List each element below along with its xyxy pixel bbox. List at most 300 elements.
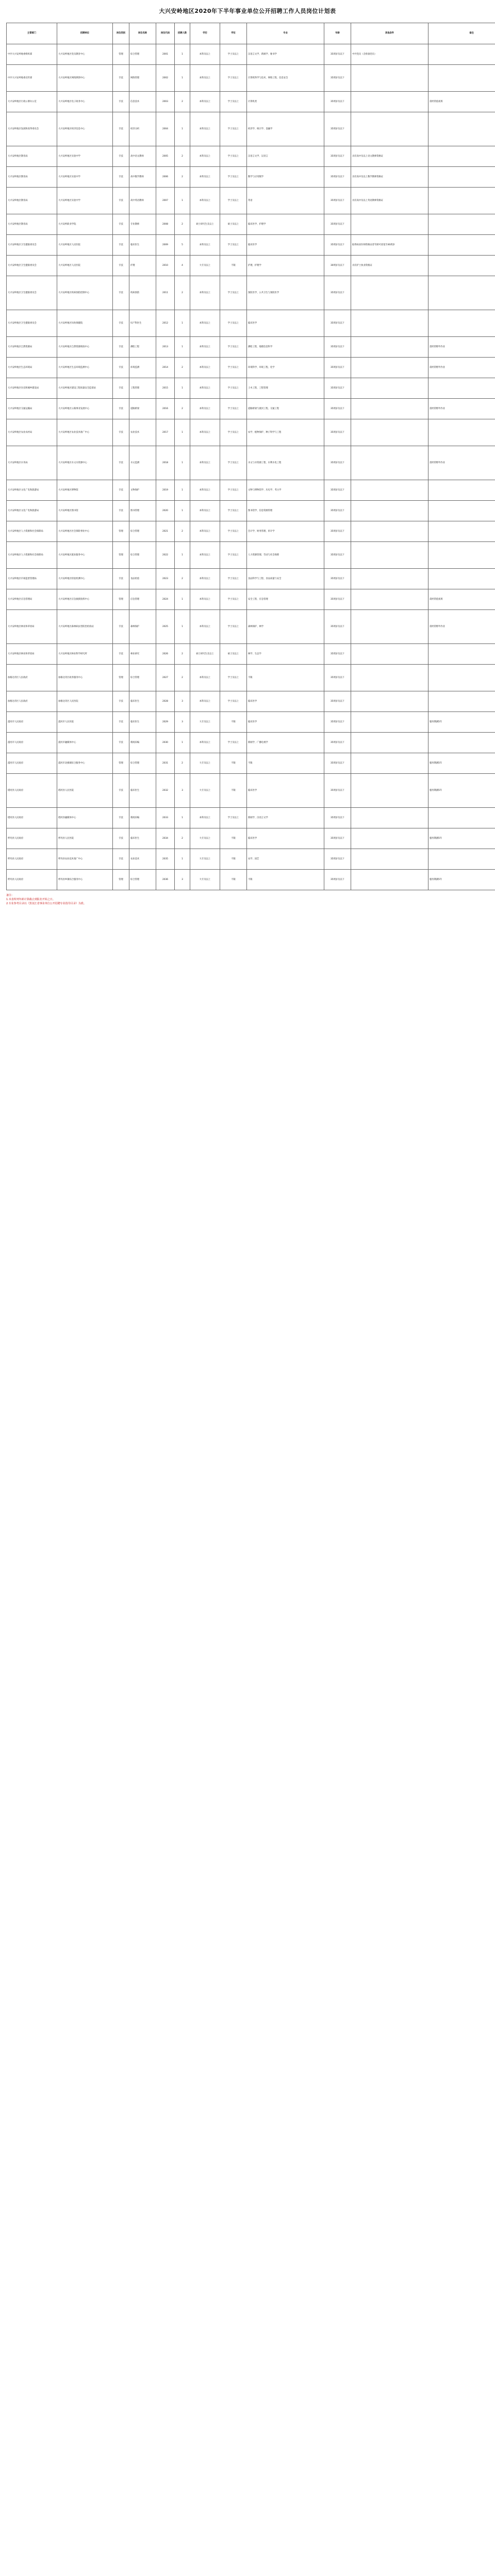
table-cell: 2 <box>175 753 190 774</box>
table-row <box>7 235 495 256</box>
table-cell: 35周岁及以下 <box>324 501 351 521</box>
table-cell: 2029 <box>156 712 175 733</box>
table-cell: 本科及以上 <box>190 358 220 378</box>
table-cell: 临床医生 <box>129 235 156 256</box>
table-cell: 专技 <box>113 691 129 712</box>
table-cell: 专技 <box>113 644 129 665</box>
table-cell: 大兴安岭地区生态环境监测中心 <box>57 358 113 378</box>
table-cell: 35周岁及以下 <box>324 712 351 733</box>
table-cell <box>428 480 495 501</box>
table-cell: 计算机类 <box>247 92 324 112</box>
table-cell: 硕士研究生及以上 <box>190 214 220 235</box>
table-cell: 1 <box>175 446 190 480</box>
table-cell: 本科及以上 <box>190 521 220 542</box>
table-cell: 大兴安岭地区文化广电和旅游局 <box>7 501 57 521</box>
table-cell: 工程管理 <box>129 378 156 399</box>
table-cell: 计算机科学与技术、网络工程、信息安全 <box>247 65 324 92</box>
table-cell: 不限 <box>247 665 324 691</box>
table-cell: 2 <box>175 665 190 691</box>
table-cell: 大专及以上 <box>190 753 220 774</box>
column-header: 专业 <box>247 23 324 44</box>
table-cell: 2025 <box>156 610 175 644</box>
table-cell: 新闻采编 <box>129 808 156 828</box>
table-cell: 中共党员（含预备党员） <box>351 44 428 65</box>
table-cell: 会计学、财务管理、审计学 <box>247 521 324 542</box>
table-cell: 本科及以上 <box>190 542 220 569</box>
table-cell: 高中语文教师 <box>129 146 156 167</box>
table-cell: 临床医学 <box>247 712 324 733</box>
table-cell: 服务期满5年 <box>428 870 495 890</box>
table-cell: 经济学、统计学、金融学 <box>247 112 324 146</box>
table-cell: 大兴安岭地区水务局 <box>7 446 57 480</box>
table-row <box>7 691 495 712</box>
table-cell: 35周岁及以下 <box>324 358 351 378</box>
table-cell: 土木工程、工程管理 <box>247 378 324 399</box>
table-cell: 漠河市人民政府 <box>7 733 57 753</box>
recruitment-table <box>6 23 495 890</box>
table-cell: 35周岁及以下 <box>324 146 351 167</box>
table-cell: 2 <box>175 214 190 235</box>
column-header: 备注 <box>428 23 495 44</box>
table-cell: 临床医生 <box>129 774 156 808</box>
table-header-row <box>7 23 495 44</box>
table-cell <box>428 378 495 399</box>
table-cell: 管理 <box>113 44 129 65</box>
table-cell: 大兴安岭地区教育局 <box>7 188 57 214</box>
table-cell: 学士及以上 <box>220 665 247 691</box>
table-cell: 妇产科医生 <box>129 310 156 337</box>
table-cell: 大兴安岭地区经济信息中心 <box>57 112 113 146</box>
table-cell: 专技 <box>113 167 129 188</box>
table-cell: 2005 <box>156 146 175 167</box>
table-cell: 2007 <box>156 188 175 214</box>
table-body <box>7 44 495 890</box>
table-cell: 2020 <box>156 501 175 521</box>
table-row <box>7 870 495 890</box>
table-cell <box>428 569 495 589</box>
table-cell: 需经常野外作业 <box>428 610 495 644</box>
table-cell: 35周岁及以下 <box>324 753 351 774</box>
table-cell: 本科及以上 <box>190 665 220 691</box>
table-cell: 护理、护理学 <box>247 256 324 276</box>
table-row <box>7 569 495 589</box>
table-cell <box>351 712 428 733</box>
table-cell: 本科及以上 <box>190 92 220 112</box>
table-cell: 具有高中及以上数学教师资格证 <box>351 167 428 188</box>
table-cell: 2 <box>175 644 190 665</box>
table-cell: 漠河市人民政府 <box>7 753 57 774</box>
table-cell: 1 <box>175 188 190 214</box>
table-cell: 学士及以上 <box>220 235 247 256</box>
table-cell: 食品检验 <box>129 569 156 589</box>
table-cell: 大兴安岭地区林业和草原局 <box>7 644 57 665</box>
table-cell: 临床医学 <box>247 828 324 849</box>
table-cell: 大兴安岭地区交通运输局 <box>7 399 57 419</box>
table-cell <box>428 808 495 828</box>
table-cell: 加格达奇区人民政府 <box>7 665 57 691</box>
footnote-line: 1.本表所列年龄计算截止到报名开始之日。 <box>6 898 55 901</box>
table-cell: 35周岁及以下 <box>324 112 351 146</box>
footnote <box>6 893 489 906</box>
table-row <box>7 828 495 849</box>
table-row <box>7 256 495 276</box>
table-cell: 文物与博物馆学、历史学、考古学 <box>247 480 324 501</box>
table-cell: 1 <box>175 65 190 92</box>
table-row <box>7 378 495 399</box>
table-cell <box>428 691 495 712</box>
table-cell: 2 <box>175 167 190 188</box>
table-cell: 学士及以上 <box>220 188 247 214</box>
table-cell: 农学、园艺 <box>247 849 324 870</box>
table-cell: 3 <box>175 870 190 890</box>
table-cell: 1 <box>175 419 190 446</box>
table-cell: 大兴安岭地区教育局 <box>7 146 57 167</box>
table-cell: 取得执业医师资格证者年龄可放宽至40周岁 <box>351 235 428 256</box>
table-cell: 服务期满5年 <box>428 753 495 774</box>
table-cell: 1 <box>175 542 190 569</box>
table-cell: 学士及以上 <box>220 808 247 828</box>
table-row <box>7 358 495 378</box>
table-cell <box>351 589 428 610</box>
table-cell: 农业技术 <box>129 419 156 446</box>
table-cell: 本科及以上 <box>190 235 220 256</box>
table-cell: 2009 <box>156 235 175 256</box>
table-cell <box>428 849 495 870</box>
table-cell <box>351 808 428 828</box>
table-cell: 2027 <box>156 665 175 691</box>
table-cell: 专技 <box>113 112 129 146</box>
table-cell: 35周岁及以下 <box>324 644 351 665</box>
table-cell: 2014 <box>156 358 175 378</box>
table-cell: 1 <box>175 337 190 358</box>
table-cell: 塔河县人民医院 <box>57 774 113 808</box>
table-row <box>7 214 495 235</box>
table-cell <box>428 419 495 446</box>
table-cell: 35周岁及以下 <box>324 399 351 419</box>
table-cell: 1 <box>175 610 190 644</box>
table-cell: 35周岁及以下 <box>324 44 351 65</box>
table-cell: 2008 <box>156 214 175 235</box>
table-cell: 大兴安岭地区市场监督管理局 <box>7 569 57 589</box>
table-cell: 大兴安岭地区卫生健康委员会 <box>7 235 57 256</box>
table-cell: 图书馆学、信息资源管理 <box>247 501 324 521</box>
table-cell: 35周岁及以下 <box>324 310 351 337</box>
table-cell: 本科及以上 <box>190 378 220 399</box>
table-cell: 大兴安岭地区自然资源调查中心 <box>57 337 113 358</box>
table-cell: 大兴安岭地区水文水资源中心 <box>57 446 113 480</box>
table-cell <box>351 753 428 774</box>
table-cell: 大兴安岭地区自然资源局 <box>7 337 57 358</box>
table-cell: 35周岁及以下 <box>324 589 351 610</box>
table-cell: 2036 <box>156 870 175 890</box>
table-cell: 学士及以上 <box>220 589 247 610</box>
table-cell: 大兴安岭地区林业科学研究所 <box>57 644 113 665</box>
table-cell: 大兴安岭地区卫生健康委员会 <box>7 276 57 310</box>
table-cell: 大兴安岭地区实验中学 <box>57 167 113 188</box>
table-cell: 大兴安岭地区人民医院 <box>57 256 113 276</box>
table-cell: 学士及以上 <box>220 310 247 337</box>
table-cell <box>428 310 495 337</box>
table-cell: 临床医生 <box>129 691 156 712</box>
table-row <box>7 610 495 644</box>
table-cell: 测绘工程、地理信息科学 <box>247 337 324 358</box>
table-cell <box>351 542 428 569</box>
table-cell: 2011 <box>156 276 175 310</box>
table-cell: 不限 <box>220 753 247 774</box>
table-cell: 35周岁及以下 <box>324 610 351 644</box>
table-cell: 呼玛县人民政府 <box>7 828 57 849</box>
table-cell: 需经常值夜班 <box>428 589 495 610</box>
table-cell: 水文与水资源工程、水利水电工程 <box>247 446 324 480</box>
table-cell: 2032 <box>156 774 175 808</box>
table-cell: 35周岁及以下 <box>324 167 351 188</box>
table-cell <box>351 849 428 870</box>
table-cell: 汉语言文学、新闻学、秘书学 <box>247 44 324 65</box>
table-cell: 具有护士执业资格证 <box>351 256 428 276</box>
table-cell: 2 <box>175 92 190 112</box>
table-cell: 综合管理 <box>129 542 156 569</box>
table-cell: 本科及以上 <box>190 337 220 358</box>
table-cell <box>351 65 428 92</box>
table-cell: 2035 <box>156 849 175 870</box>
table-row <box>7 712 495 733</box>
table-cell: 人力资源管理、劳动与社会保障 <box>247 542 324 569</box>
table-cell: 疾病预防 <box>129 276 156 310</box>
table-cell: 大兴安岭地区社会保险事业中心 <box>57 521 113 542</box>
table-cell <box>351 610 428 644</box>
table-cell: 专业教师 <box>129 214 156 235</box>
table-cell: 综合管理 <box>129 753 156 774</box>
table-cell: 学士及以上 <box>220 399 247 419</box>
table-cell: 学士及以上 <box>220 542 247 569</box>
column-header: 其他条件 <box>351 23 428 44</box>
table-cell: 大兴安岭职业学院 <box>57 214 113 235</box>
table-cell: 大兴安岭地区卫生健康委员会 <box>7 310 57 337</box>
table-cell: 管理 <box>113 542 129 569</box>
table-row <box>7 65 495 92</box>
footnote-line: 备注： <box>6 894 14 897</box>
table-row <box>7 44 495 65</box>
table-cell: 大兴安岭地区行政公署办公室 <box>7 92 57 112</box>
table-cell: 专技 <box>113 712 129 733</box>
table-cell: 综合管理 <box>129 521 156 542</box>
table-cell: 大兴安岭地区实验中学 <box>57 146 113 167</box>
table-cell: 硕士研究生及以上 <box>190 644 220 665</box>
table-cell: 大兴安岭地区农业技术推广中心 <box>57 419 113 446</box>
table-cell: 漠河市人民政府 <box>7 712 57 733</box>
table-cell: 不限 <box>220 870 247 890</box>
table-cell: 2012 <box>156 310 175 337</box>
table-cell: 2 <box>175 569 190 589</box>
table-cell <box>351 214 428 235</box>
table-cell: 大兴安岭地区检验检测中心 <box>57 569 113 589</box>
table-cell <box>428 167 495 188</box>
table-cell: 临床医生 <box>129 828 156 849</box>
table-cell: 专技 <box>113 501 129 521</box>
table-cell: 本科及以上 <box>190 419 220 446</box>
table-cell: 大兴安岭地区人力资源和社会保障局 <box>7 542 57 569</box>
table-cell: 临床医生 <box>129 712 156 733</box>
table-cell: 专技 <box>113 276 129 310</box>
table-cell: 专技 <box>113 337 129 358</box>
table-row <box>7 644 495 665</box>
table-row <box>7 753 495 774</box>
table-cell <box>351 691 428 712</box>
table-cell: 2003 <box>156 92 175 112</box>
table-cell: 大兴安岭地区生态环境局 <box>7 358 57 378</box>
table-cell <box>428 214 495 235</box>
table-cell: 中共大兴安岭地委组织部 <box>7 44 57 65</box>
table-cell: 大兴安岭地区发展和改革委员会 <box>7 112 57 146</box>
table-cell: 大兴安岭地区人民医院 <box>57 235 113 256</box>
table-cell: 大专及以上 <box>190 870 220 890</box>
table-cell: 临床医学、护理学 <box>247 214 324 235</box>
table-cell: 漠河市人民医院 <box>57 712 113 733</box>
table-cell: 大兴安岭地区教育局 <box>7 167 57 188</box>
table-cell: 35周岁及以下 <box>324 691 351 712</box>
table-cell: 大兴安岭地区电子政务中心 <box>57 92 113 112</box>
table-cell: 5 <box>175 235 190 256</box>
table-cell: 本科及以上 <box>190 167 220 188</box>
table-cell: 林学、生态学 <box>247 644 324 665</box>
table-cell <box>351 276 428 310</box>
table-cell: 临床医学 <box>247 235 324 256</box>
table-cell <box>351 521 428 542</box>
table-cell: 大专及以上 <box>190 256 220 276</box>
table-cell: 大专及以上 <box>190 849 220 870</box>
table-cell <box>351 644 428 665</box>
column-header: 学位 <box>220 23 247 44</box>
table-cell <box>428 235 495 256</box>
table-cell: 专技 <box>113 610 129 644</box>
table-cell: 2 <box>175 828 190 849</box>
table-cell: 本科及以上 <box>190 44 220 65</box>
table-row <box>7 446 495 480</box>
table-cell: 专技 <box>113 399 129 419</box>
table-row <box>7 665 495 691</box>
table-cell: 服务期满5年 <box>428 712 495 733</box>
table-cell: 本科及以上 <box>190 691 220 712</box>
table-row <box>7 92 495 112</box>
table-cell: 不限 <box>220 849 247 870</box>
table-cell: 专技 <box>113 358 129 378</box>
column-header: 招聘人数 <box>175 23 190 44</box>
table-cell: 2 <box>175 521 190 542</box>
table-cell: 中共大兴安岭地委宣传部 <box>7 65 57 92</box>
table-cell: 大兴安岭地区博物馆 <box>57 480 113 501</box>
table-cell: 测绘工程 <box>129 337 156 358</box>
table-cell: 本科及以上 <box>190 446 220 480</box>
table-cell <box>351 501 428 521</box>
table-cell: 35周岁及以下 <box>324 808 351 828</box>
table-row <box>7 419 495 446</box>
table-cell: 需经常值夜班 <box>428 92 495 112</box>
table-row <box>7 521 495 542</box>
table-cell: 临床医学 <box>247 774 324 808</box>
table-cell <box>428 501 495 521</box>
table-cell: 加格达奇区政务服务中心 <box>57 665 113 691</box>
table-cell: 35周岁及以下 <box>324 446 351 480</box>
table-cell: 加格达奇区人民政府 <box>7 691 57 712</box>
table-cell: 2023 <box>156 569 175 589</box>
table-cell: 1 <box>175 589 190 610</box>
table-cell: 35周岁及以下 <box>324 870 351 890</box>
table-cell: 临床医学 <box>247 691 324 712</box>
table-cell: 农业技术 <box>129 849 156 870</box>
table-cell: 食品科学与工程、食品质量与安全 <box>247 569 324 589</box>
table-cell: 大专及以上 <box>190 774 220 808</box>
table-cell <box>351 480 428 501</box>
table-cell <box>428 44 495 65</box>
table-cell: 呼玛县人民政府 <box>7 849 57 870</box>
table-row <box>7 480 495 501</box>
table-cell: 新闻学、广播电视学 <box>247 733 324 753</box>
table-cell: 学士及以上 <box>220 691 247 712</box>
table-cell: 35周岁及以下 <box>324 521 351 542</box>
table-cell <box>351 870 428 890</box>
table-cell: 专技 <box>113 828 129 849</box>
table-cell: 本科及以上 <box>190 188 220 214</box>
column-header: 年龄 <box>324 23 351 44</box>
column-header: 岗位名称 <box>129 23 156 44</box>
table-cell: 2 <box>175 399 190 419</box>
table-cell: 呼玛县乡镇综合服务中心 <box>57 870 113 890</box>
table-cell: 2013 <box>156 337 175 358</box>
table-cell <box>351 310 428 337</box>
table-cell <box>351 665 428 691</box>
table-cell: 大兴安岭地区教育局 <box>7 214 57 235</box>
table-cell: 学士及以上 <box>220 276 247 310</box>
table-cell: 大兴安岭地区人力资源和社会保障局 <box>7 521 57 542</box>
table-cell: 专技 <box>113 65 129 92</box>
table-cell: 数学与应用数学 <box>247 167 324 188</box>
table-cell: 2004 <box>156 112 175 146</box>
table-cell <box>351 112 428 146</box>
table-cell: 35周岁及以下 <box>324 569 351 589</box>
table-cell: 本科及以上 <box>190 610 220 644</box>
table-cell: 图书管理 <box>129 501 156 521</box>
table-cell: 漠河市融媒体中心 <box>57 733 113 753</box>
table-cell: 大兴安岭地区应急救援指挥中心 <box>57 589 113 610</box>
table-cell: 本科及以上 <box>190 310 220 337</box>
table-cell <box>351 337 428 358</box>
table-cell: 预防医学、公共卫生与预防医学 <box>247 276 324 310</box>
table-cell: 学士及以上 <box>220 92 247 112</box>
table-cell <box>351 399 428 419</box>
table-cell: 本科及以上 <box>190 733 220 753</box>
table-cell: 2031 <box>156 753 175 774</box>
table-cell: 专技 <box>113 92 129 112</box>
table-cell: 大兴安岭地区妇幼保健院 <box>57 310 113 337</box>
table-cell: 学士及以上 <box>220 44 247 65</box>
table-cell: 综合管理 <box>129 665 156 691</box>
table-cell: 学士及以上 <box>220 419 247 446</box>
table-cell: 塔河县人民政府 <box>7 808 57 828</box>
table-cell: 环境科学、环境工程、化学 <box>247 358 324 378</box>
table-cell: 护理 <box>129 256 156 276</box>
table-cell <box>351 378 428 399</box>
table-cell: 学士及以上 <box>220 65 247 92</box>
table-cell: 安全工程、应急管理 <box>247 589 324 610</box>
table-cell: 专技 <box>113 808 129 828</box>
table-cell: 本科及以上 <box>190 112 220 146</box>
table-cell: 大兴安岭地区图书馆 <box>57 501 113 521</box>
table-cell: 综合管理 <box>129 44 156 65</box>
table-cell: 2016 <box>156 399 175 419</box>
table-cell: 不限 <box>247 870 324 890</box>
table-cell: 35周岁及以下 <box>324 65 351 92</box>
table-cell: 35周岁及以下 <box>324 235 351 256</box>
